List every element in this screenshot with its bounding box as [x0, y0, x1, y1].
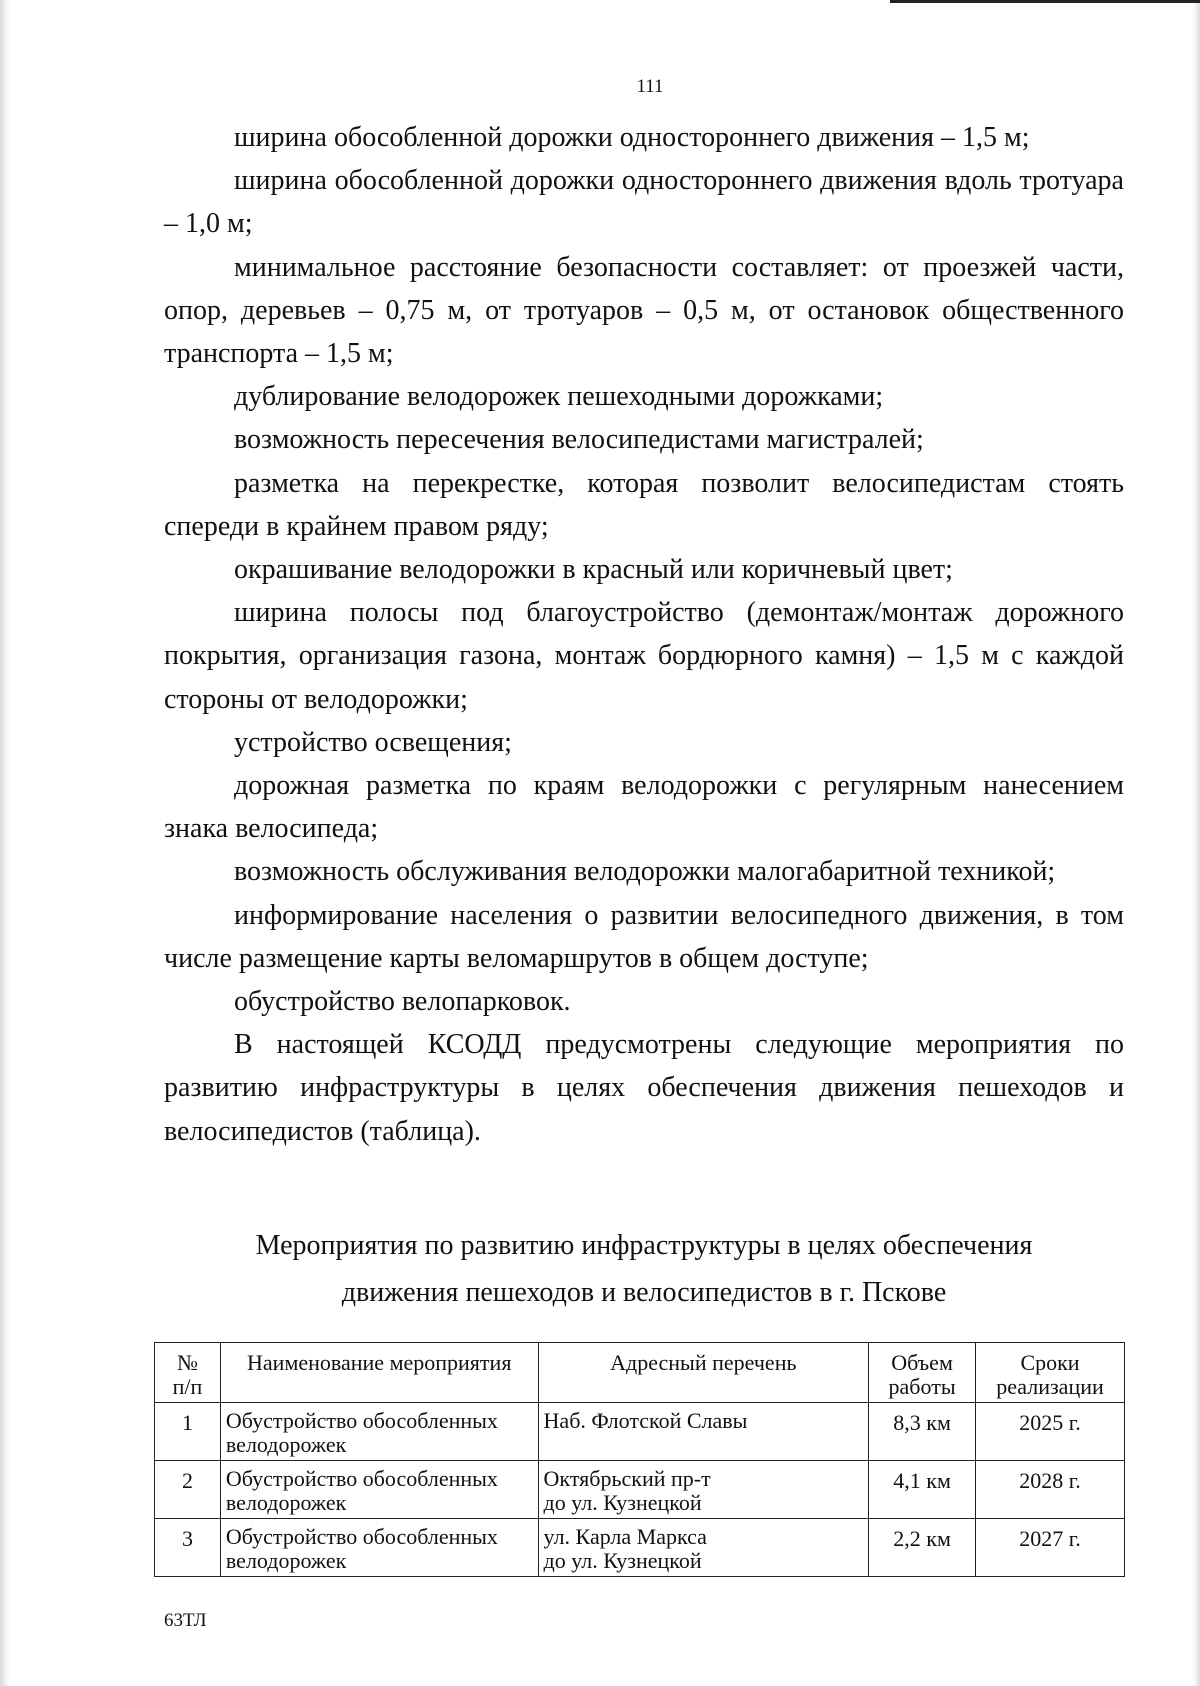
cell-name: Обустройство обособленных велодорожек: [220, 1461, 538, 1519]
table-header-row: [155, 1343, 1125, 1403]
header-num: № п/п: [155, 1343, 221, 1403]
body-text: [164, 116, 1124, 1153]
cell-num: 1: [155, 1403, 221, 1461]
header-volume: Объем работы: [869, 1343, 976, 1403]
paragraph: ширина обособленной дорожки одностороннего движения вдоль тротуара – 1,0 м;: [164, 165, 1124, 240]
paragraph: ширина обособленной дорожки одностороннего движения – 1,5 м;: [234, 122, 1030, 153]
table-title: [164, 1222, 1124, 1316]
page-number: 111: [636, 76, 664, 97]
paragraph: разметка на перекрестке, которая позволит велосипедистам стоять спереди в крайнем правом ряду;: [164, 467, 1124, 542]
table-title-line: Мероприятия по развитию инфраструктуры в целях обеспечения: [255, 1230, 1033, 1261]
cell-name: Обустройство обособленных велодорожек: [220, 1403, 538, 1461]
paragraph: дублирование велодорожек пешеходными дорожками;: [234, 381, 884, 413]
paragraph: информирование населения о развитии велосипедного движения, в том числе размещение карты веломаршрутов в общем доступе;: [164, 899, 1124, 974]
cell-address: ул. Карла Маркса до ул. Кузнецкой: [538, 1519, 869, 1577]
paragraph: устройство освещения;: [234, 726, 512, 758]
paragraph: окрашивание велодорожки в красный или коричневый цвет;: [234, 554, 953, 586]
scan-top-line: [890, 0, 1200, 3]
header-name: Наименование мероприятия: [220, 1343, 538, 1403]
footer-code: 63ТЛ: [164, 1610, 207, 1631]
paragraph: возможность обслуживания велодорожки малогабаритной техникой;: [234, 856, 1056, 888]
cell-num: 3: [155, 1519, 221, 1577]
cell-volume: 8,3 км: [869, 1403, 976, 1461]
cell-num: 2: [155, 1461, 221, 1519]
paragraph: В настоящей КСОДД предусмотрены следующие мероприятия по развитию инфраструктуры в целях обеспечения движения пешеходов и велосипедистов (таблица).: [164, 1029, 1124, 1147]
header-term: Сроки реализации: [976, 1343, 1125, 1403]
table-row: [155, 1403, 1125, 1461]
cell-term: 2028 г.: [976, 1461, 1125, 1519]
cell-volume: 4,1 км: [869, 1461, 976, 1519]
cell-name: Обустройство обособленных велодорожек: [220, 1519, 538, 1577]
paragraph: возможность пересечения велосипедистами магистралей;: [234, 424, 924, 456]
cell-address: Октябрьский пр-т до ул. Кузнецкой: [538, 1461, 869, 1519]
table-row: [155, 1519, 1125, 1577]
scan-edge-right: [1192, 0, 1200, 1686]
table-row: [155, 1461, 1125, 1519]
table-title-line: движения пешеходов и велосипедистов в г. Пскове: [341, 1277, 947, 1308]
cell-term: 2027 г.: [976, 1519, 1125, 1577]
scan-edge-left: [0, 0, 10, 1686]
measures-table: [154, 1342, 1125, 1577]
paragraph: обустройство велопарковок.: [234, 986, 571, 1018]
cell-term: 2025 г.: [976, 1403, 1125, 1461]
paragraph: ширина полосы под благоустройство (демонтаж/монтаж дорожного покрытия, организация газона, монтаж бордюрного камня) – 1,5 м с каждой стороны от велодорожки;: [164, 597, 1124, 715]
header-address: Адресный перечень: [538, 1343, 869, 1403]
paragraph: дорожная разметка по краям велодорожки с регулярным нанесением знака велосипеда;: [164, 770, 1124, 845]
cell-address: Наб. Флотской Славы: [538, 1403, 869, 1461]
cell-volume: 2,2 км: [869, 1519, 976, 1577]
paragraph: минимальное расстояние безопасности составляет: от проезжей части, опор, деревьев – 0,75 м, от тротуаров – 0,5 м, от остановок общественного транспорта – 1,5 м;: [164, 251, 1124, 370]
